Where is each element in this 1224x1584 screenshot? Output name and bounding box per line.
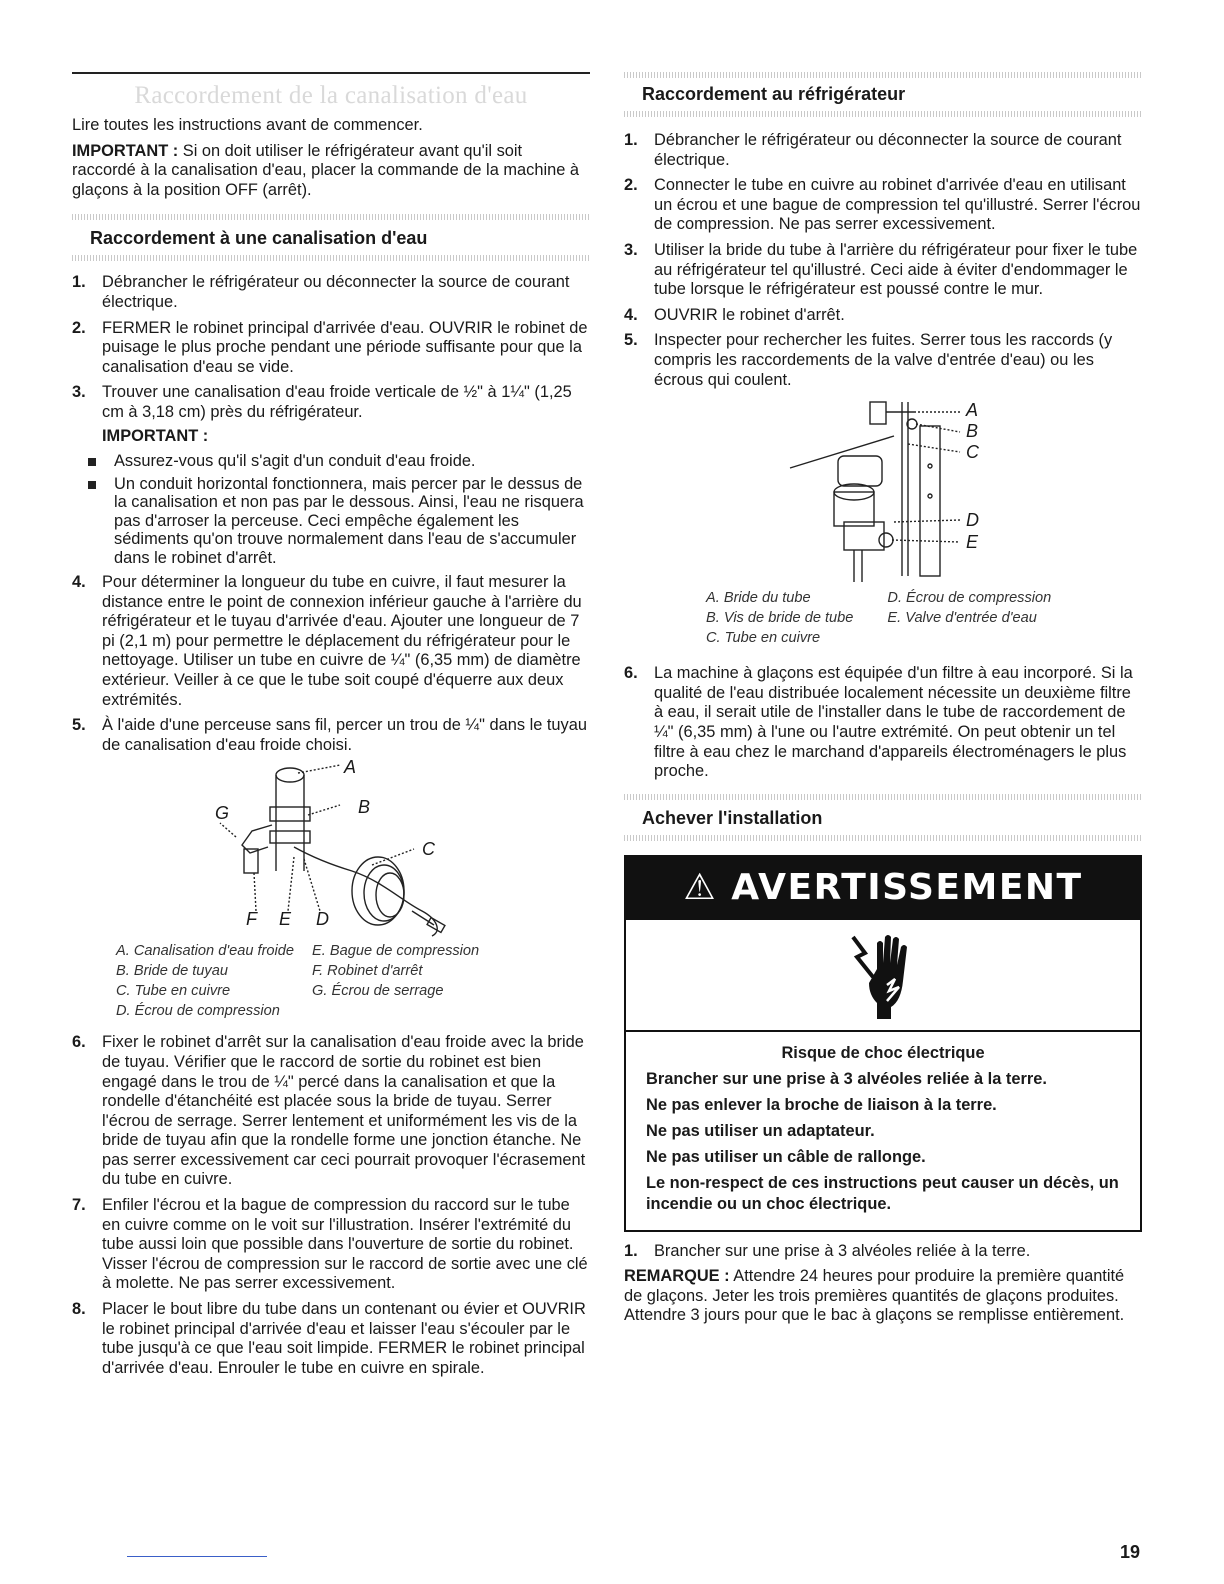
step-item: 1. Débrancher le réfrigérateur ou déconnecter la source de courant électrique. — [72, 273, 570, 311]
caption-line: C. Tube en cuivre — [706, 630, 821, 647]
remarque-note — [624, 1267, 1142, 1326]
important-text: Si on doit utiliser le réfrigérateur avant qu'il soit raccordé à la canalisation d'eau, placer la commande de la machine à glaçons à la position OFF (arrêt). — [72, 141, 579, 199]
step-item: 1. Brancher sur une prise à 3 alvéoles reliée à la terre. — [624, 1241, 1031, 1260]
warning-triangle-icon: ⚠ — [683, 866, 718, 908]
step-item: 5. Inspecter pour rechercher les fuites. Serrer tous les raccords (y compris les raccordements de la valve d'entrée d'eau) ou les écrous qui coulent. — [624, 331, 1113, 389]
fig-label-e: E — [966, 532, 979, 553]
step-item: 8. Placer le bout libre du tube dans un contenant ou évier et OUVRIR le robinet principal d'arrivée d'eau et laisser l'eau s'écouler par le tube jusqu'à ce que l'eau soit limpide. FERMER le robinet principal d'arrivée d'eau. Enrouler le tube en cuivre en spirale. — [72, 1300, 586, 1377]
fig-label-c: C — [966, 442, 979, 463]
fig-label-c: C — [422, 839, 435, 860]
caption-line: D. Écrou de compression — [887, 590, 1052, 607]
caption-line: F. Robinet d'arrêt — [312, 963, 423, 980]
warning-box — [624, 855, 1142, 1232]
steps-list-c — [72, 1033, 590, 1378]
page-number: 19 — [1119, 1542, 1140, 1562]
steps-list-a — [72, 273, 590, 422]
caption-line: B. Vis de bride de tube — [706, 610, 854, 627]
top-rule — [72, 72, 590, 74]
shutoff-valve-figure — [72, 757, 590, 945]
warning-line: Brancher sur une prise à 3 alvéoles reliée à la terre. — [646, 1069, 1047, 1088]
warning-text — [626, 1030, 1140, 1230]
fig-label-b: B — [358, 797, 371, 818]
fig-label-a: A — [344, 757, 357, 778]
fig-label-d: D — [966, 510, 979, 531]
subhead-band-bottom — [624, 835, 1142, 841]
warning-line: Ne pas enlever la broche de liaison à la terre. — [646, 1095, 997, 1114]
water-valve-illustration — [624, 396, 1142, 586]
bullet-item: Un conduit horizontal fonctionnera, mais percer par le dessus de la canalisation et non pas par le dessous. Ainsi, l'eau ne risquera pas d'arroser la perceuse. Ceci empêche également les sédiments qu'on trouve normalement dans l'eau de s'accumuler dans le robinet d'arrêt. — [84, 475, 590, 567]
step-item: 3. Utiliser la bride du tube à l'arrière du réfrigérateur pour fixer le tube au réfrigérateur tel qu'illustré. Ceci aide à éviter d'endommager le tube lorsque le réfrigérateur est poussé contre le mur. — [624, 240, 1138, 299]
important-label: IMPORTANT : — [72, 141, 179, 160]
figure-caption-right — [624, 588, 1142, 648]
caption-line: C. Tube en cuivre — [116, 983, 231, 1000]
step-item: 4. Pour déterminer la longueur du tube en cuivre, il faut mesurer la distance entre le point de connexion inférieur gauche à l'arrière du réfrigérateur et le tuyau d'arrivée d'eau. Ajouter une longueur de 7 pi (2,1 m) pour permettre le déplacement du réfrigérateur pour le nettoyage. Utiliser un tube en cuivre de ¼" (6,35 mm) de diamètre extérieur. Veiller à ce que le tube soit coupé d'équerre aux deux extrémités. — [72, 572, 582, 709]
intro-text: Lire toutes les instructions avant de commencer. — [72, 116, 423, 134]
subhead-canalisation: Raccordement à une canalisation d'eau — [90, 228, 428, 249]
left-column — [72, 72, 590, 1384]
fig-label-g: G — [215, 803, 230, 824]
warning-title: AVERTISSEMENT — [731, 866, 1083, 908]
subhead-band-bottom — [624, 111, 1142, 117]
step-item: 1. Débrancher le réfrigérateur ou déconnecter la source de courant électrique. — [624, 131, 1122, 169]
important-sublabel: IMPORTANT : — [102, 426, 209, 445]
right-steps-list-b — [624, 664, 1142, 782]
important-note — [72, 142, 590, 201]
warning-line: Le non-respect de ces instructions peut causer un décès, un incendie ou un choc électrique. — [646, 1173, 1119, 1213]
water-valve-figure — [624, 396, 1142, 586]
footer-rule — [127, 1556, 267, 1557]
caption-line: A. Bride du tube — [706, 590, 811, 607]
caption-line: E. Bague de compression — [312, 943, 480, 960]
right-steps-list-c — [624, 1242, 1142, 1262]
shutoff-valve-illustration — [72, 761, 590, 945]
caption-line: E. Valve d'entrée d'eau — [887, 610, 1037, 627]
caption-line: B. Bride de tuyau — [116, 963, 228, 980]
warning-line: Ne pas utiliser un adaptateur. — [646, 1121, 875, 1140]
subhead-achever: Achever l'installation — [642, 807, 823, 828]
bullet-item: Assurez-vous qu'il s'agit d'un conduit d'eau froide. — [84, 452, 590, 470]
step-item: 6. La machine à glaçons est équipée d'un filtre à eau incorporé. Si la qualité de l'eau distribuée localement nécessite un deuxième filtre à eau, il serait utile de l'installer dans le tube de raccordement de ¼" (6,35 mm) à l'une ou l'autre extrémité. On peut obtenir un tel filtre à eau chez le marchand d'appareils électroménagers le plus proche. — [624, 664, 1133, 781]
fig-label-b: B — [966, 421, 979, 442]
step-item: 6. Fixer le robinet d'arrêt sur la canalisation d'eau froide avec la bride de tuyau. Vérifier que le raccord de sortie du robinet est bien engagé dans le trou de ¼" percé dans la canalisation et que la rondelle d'étanchéité est placée sous la bride de tuyau. Serrer l'écrou de serrage. Serrer lentement et uniformément les vis de la bride de tuyau afin que la rondelle forme une jonction étanche. Ne pas serrer excessivement car ceci pourrait provoquer l'écrasement du tube en cuivre. — [72, 1033, 586, 1189]
fig-label-d: D — [316, 909, 329, 930]
step-item: 2. Connecter le tube en cuivre au robinet d'arrivée d'eau en utilisant un écrou et une bague de compression tel qu'illustré. Serrer l'écrou de compression. Ne pas serrer excessivement. — [624, 176, 1141, 234]
step-item: 5. À l'aide d'une perceuse sans fil, percer un trou de ¼" dans le tuyau de canalisation d'eau froide choisi. — [72, 716, 587, 754]
steps-list-b — [72, 573, 590, 755]
warning-line: Ne pas utiliser un câble de rallonge. — [646, 1147, 926, 1166]
fig-label-f: F — [246, 909, 257, 930]
bullet-square-icon — [88, 481, 96, 489]
subhead-refrigerateur: Raccordement au réfrigérateur — [642, 84, 906, 104]
bullet-list — [72, 452, 590, 567]
figure-caption-left — [72, 941, 590, 1021]
right-steps-list-a — [624, 131, 1142, 390]
right-column — [624, 72, 1142, 1326]
step-item: 4. OUVRIR le robinet d'arrêt. — [624, 305, 845, 324]
bullet-square-icon — [88, 458, 96, 466]
step-item: 3. Trouver une canalisation d'eau froide verticale de ½" à 1¼" (1,25 cm à 3,18 cm) près du réfrigérateur. — [72, 383, 572, 421]
caption-line: A. Canalisation d'eau froide — [116, 943, 295, 960]
remarque-label: REMARQUE : — [624, 1267, 730, 1286]
warning-hazard: Risque de choc électrique — [781, 1043, 985, 1062]
fig-label-e: E — [279, 909, 292, 930]
shock-hazard-area — [626, 920, 1140, 1030]
step-item: 2. FERMER le robinet principal d'arrivée d'eau. OUVRIR le robinet de puisage le plus proche pendant une période suffisante pour que la canalisation d'eau se vide. — [72, 318, 588, 376]
caption-line: G. Écrou de serrage — [312, 983, 444, 1000]
subhead-band-bottom — [72, 255, 590, 261]
section-title: Raccordement de la canalisation d'eau — [134, 82, 528, 109]
warning-header — [626, 857, 1140, 920]
fig-label-a: A — [966, 400, 979, 421]
caption-line: D. Écrou de compression — [116, 1003, 280, 1020]
electric-shock-hand-icon — [843, 929, 923, 1021]
step-item: 7. Enfiler l'écrou et la bague de compression du raccord sur le tube en cuivre comme on le voit sur l'illustration. Insérer l'extrémité du tube aussi loin que possible dans l'ouverture de sortie du robinet. Visser l'écrou de compression sur le raccord de sortie avec une clé à molette. Ne pas serrer excessivement. — [72, 1196, 588, 1293]
remarque-text: Attendre 24 heures pour produire la première quantité de glaçons. Jeter les trois premières quantités de glaçons produites. Attendre 3 jours pour que le bac à glaçons se remplisse entièrement. — [624, 1267, 1125, 1325]
